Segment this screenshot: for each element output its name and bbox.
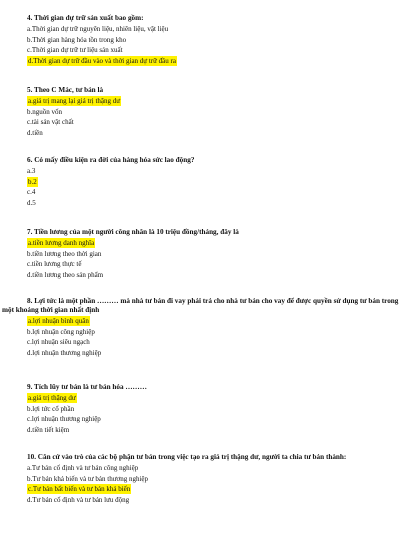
option-d (27, 56, 399, 67)
question-9 (27, 383, 399, 435)
question-7 (27, 228, 399, 280)
option-b: b.nguồn vốn (27, 107, 62, 116)
highlighted-answer: a.lợi nhuận bình quân (28, 317, 89, 325)
option-d: d.lợi nhuận thương nghiệp (27, 348, 102, 357)
option-b (27, 177, 399, 188)
option-d: d.tiền lương theo sản phẩm (27, 270, 104, 279)
question-4 (27, 14, 399, 66)
option-d: d.5 (27, 198, 36, 207)
option-b: b.lợi nhuận công nghiệp (27, 327, 95, 336)
option-a (27, 393, 399, 404)
option-a (27, 316, 399, 327)
option-a: a.Thời gian dự trữ nguyên liệu, nhiên liệu, vật liệu (27, 25, 169, 33)
highlighted-answer: a.tiền lương danh nghĩa (28, 239, 95, 247)
option-c (27, 484, 399, 495)
question-title: 4. Thời gian dự trữ sản xuất bao gồm: (27, 14, 144, 22)
option-c: c.lợi nhuận thương nghiệp (27, 415, 101, 423)
question-title: 10. Căn cứ vào trò của các bộ phận tư bản trong việc tạo ra giá trị thặng dư, người ta chia tư bản thành: (27, 453, 347, 461)
option-b: b.lợi tức cổ phần (27, 404, 75, 413)
highlighted-answer: c.Tư bản bất biến và tư bản khả biến (28, 485, 131, 493)
question-5 (27, 86, 399, 138)
question-6 (27, 156, 399, 208)
option-c: c.Thời gian dự trữ tư liệu sản xuất (27, 46, 123, 54)
option-b: b.Thời gian hàng hóa tồn trong kho (27, 35, 127, 44)
highlighted-answer: b.2 (28, 177, 37, 186)
question-title: 7. Tiền lương của một người công nhân là 10 triệu đồng/tháng, đây là (27, 228, 239, 236)
option-a (27, 96, 399, 107)
highlighted-answer: a.giá trị mang lại giá trị thặng dư (28, 97, 121, 105)
option-a (27, 238, 399, 249)
highlighted-answer: d.Thời gian dự trữ đầu vào và thời gian dự trữ đầu ra (28, 56, 176, 65)
question-8 (2, 297, 399, 358)
highlighted-answer: a.giá trị thặng dư (28, 394, 76, 402)
question-title: 6. Có mấy điều kiện ra đời của hàng hóa sức lao động? (27, 156, 195, 164)
option-d: d.Tư bản cố định và tư bản lưu động (27, 495, 130, 504)
question-title: 9. Tích lũy tư bản là tư bản hóa ……… (27, 383, 147, 391)
option-b: b.Tư bản khả biến và tư bản thương nghiệp (27, 474, 149, 483)
question-title: 5. Theo C Mác, tư bản là (27, 86, 104, 94)
option-a: a.Tư bản cố định và tư bản công nghiệp (27, 464, 139, 472)
option-c: c.4 (27, 188, 36, 196)
option-c: c.tiền lương thực tế (27, 260, 82, 268)
question-10 (27, 453, 399, 505)
option-a: a.3 (27, 167, 36, 175)
option-c: c.tài sản vật chất (27, 118, 74, 126)
option-d: d.tiền tiết kiệm (27, 425, 70, 434)
option-c: c.lợi nhuận siêu ngạch (27, 338, 90, 346)
question-title: 8. Lợi tức là một phần ……… mà nhà tư bản đi vay phải trả cho nhà tư bản cho vay để được quyền sử dụng tư bản trong một khoảng thời gian nhất định (2, 297, 399, 314)
option-b: b.tiền lương theo thời gian (27, 249, 102, 258)
option-d: d.tiền (27, 128, 43, 137)
